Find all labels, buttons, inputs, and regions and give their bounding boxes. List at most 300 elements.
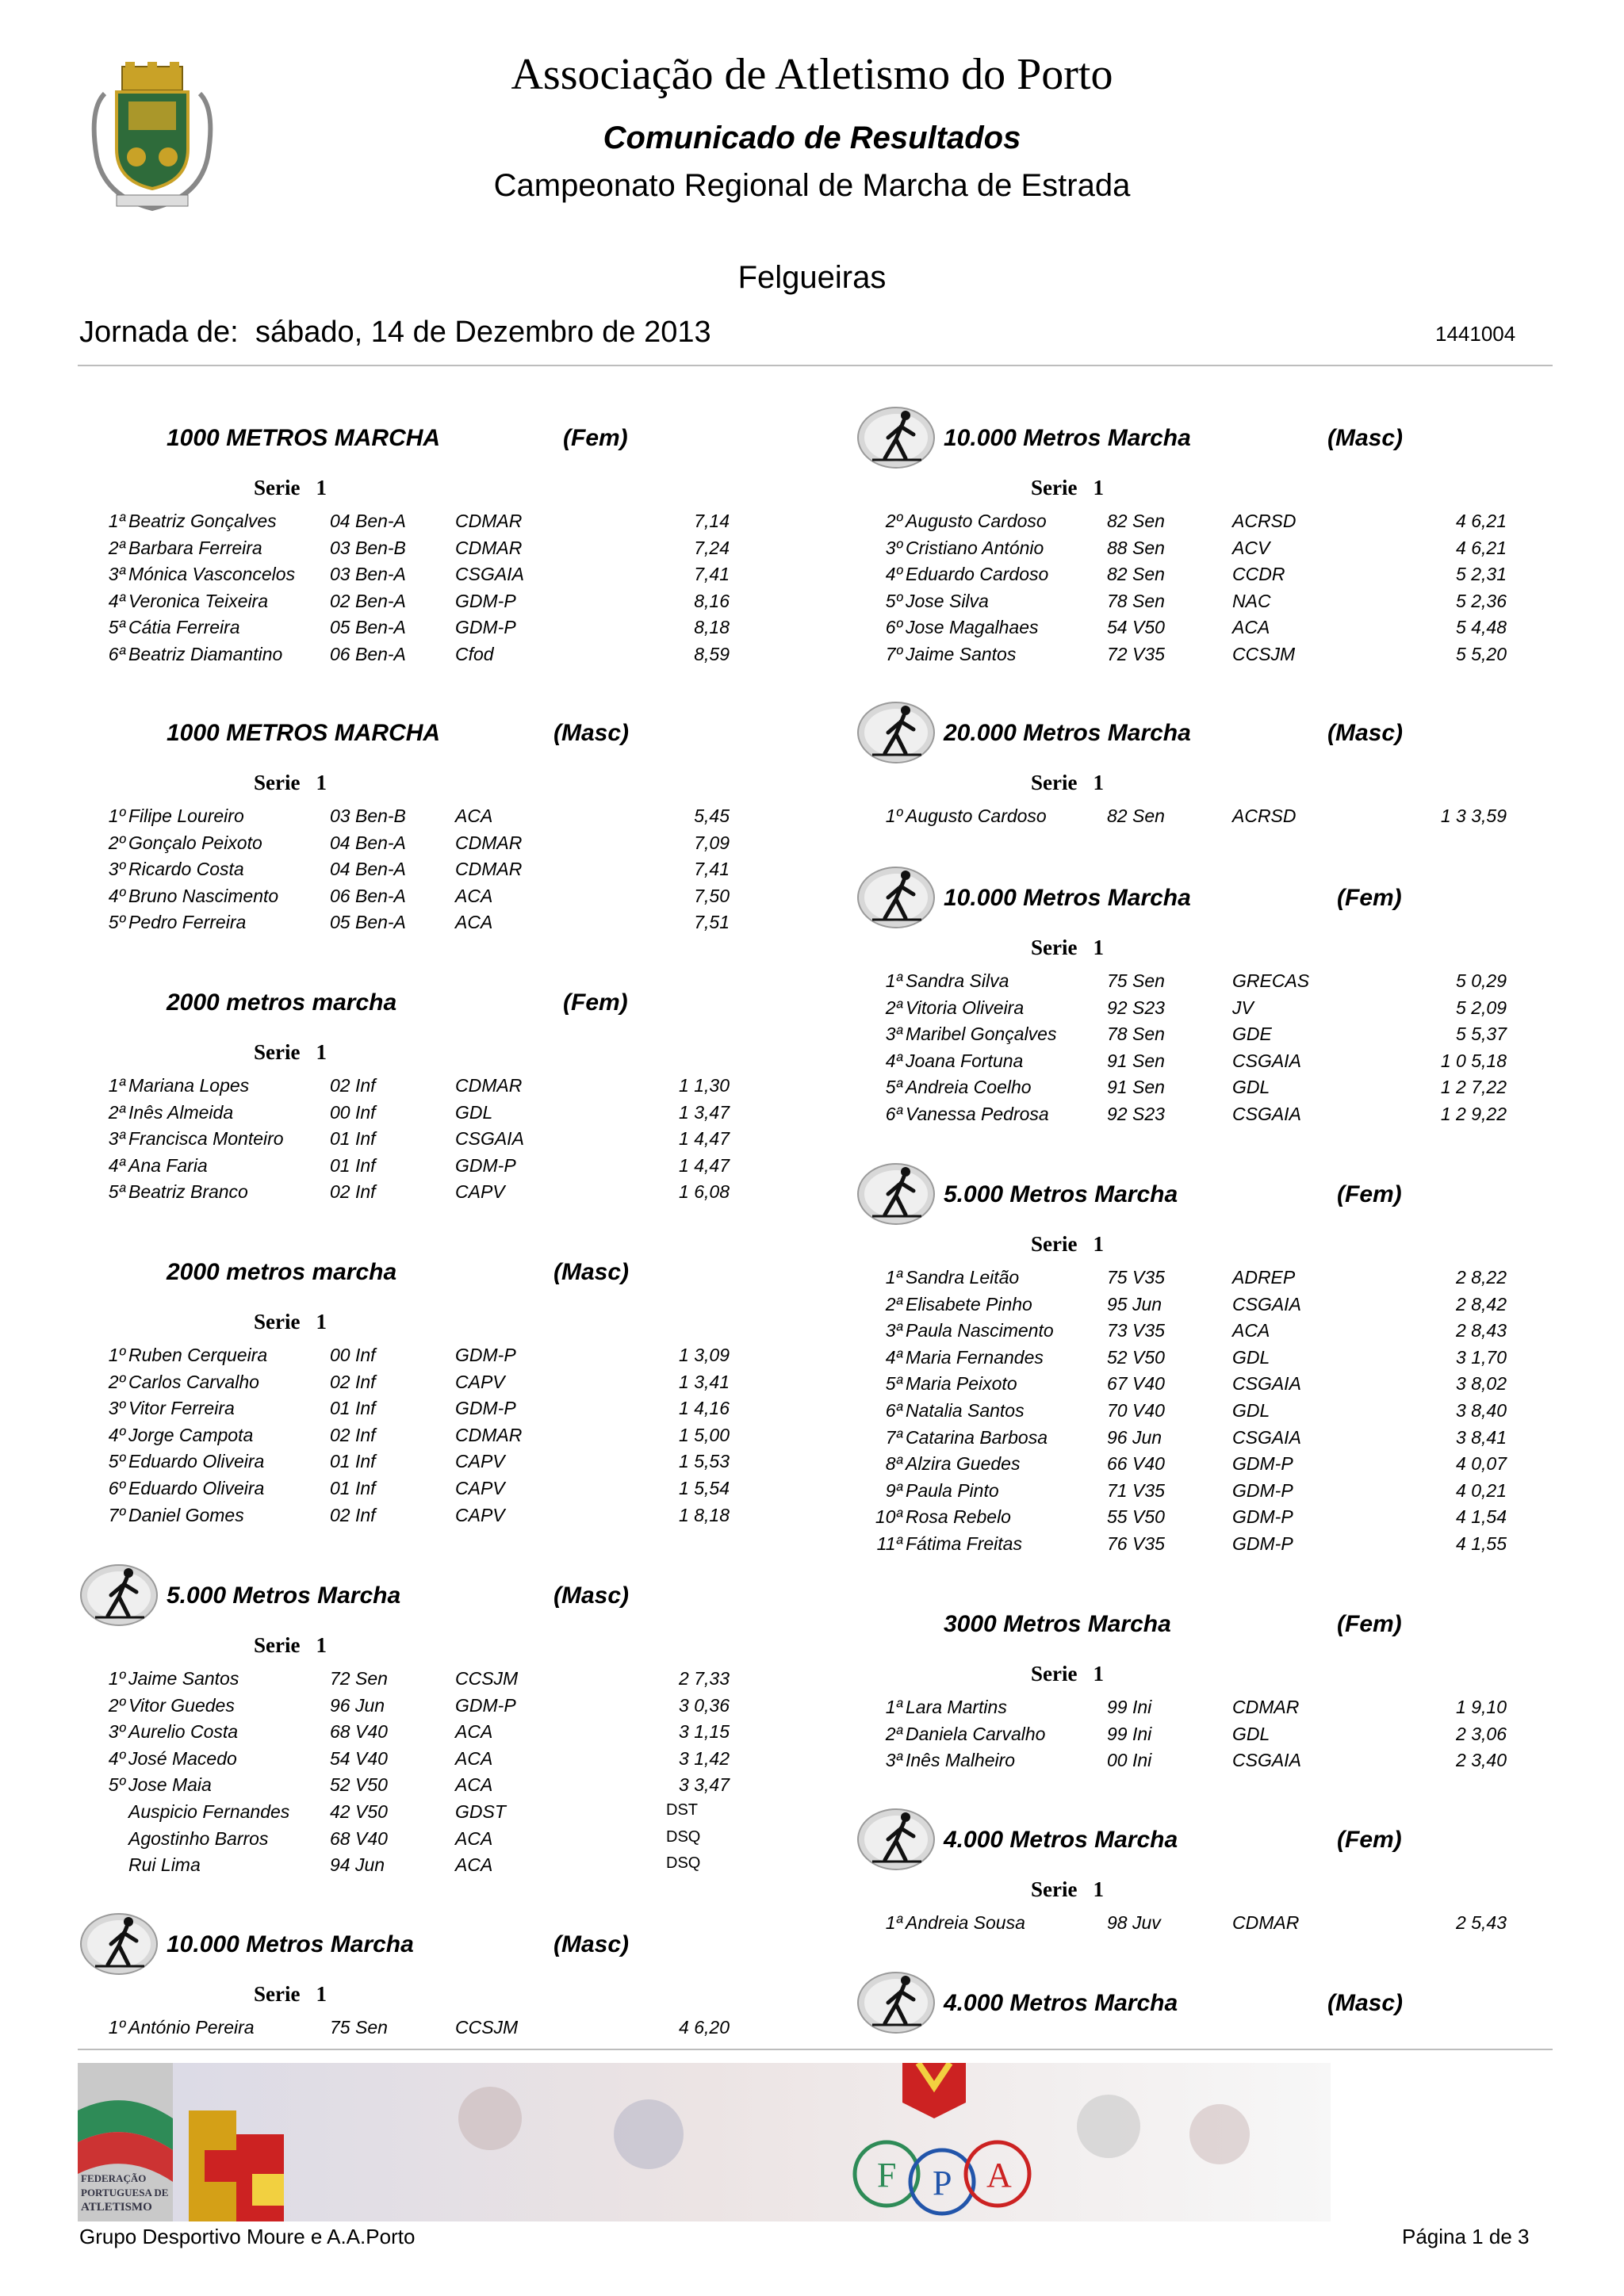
footer-banner [78, 2063, 1331, 2221]
event-gender: (Fem) [563, 425, 628, 451]
result-position: 2º [108, 1371, 125, 1392]
athlete-club: ACA [455, 1721, 493, 1743]
event-location: Felgueiras [737, 260, 887, 295]
result-time: 5 2,31 [1456, 564, 1507, 585]
result-time: 4 0,21 [1456, 1479, 1507, 1501]
serie-text: Serie [254, 1633, 301, 1657]
event-title: 4.000 Metros Marcha [944, 1827, 1178, 1853]
event-gender: (Masc) [1327, 720, 1404, 746]
result-time: 1 9,10 [1456, 1697, 1507, 1717]
result-time: 3 1,42 [679, 1747, 730, 1769]
athlete-name: Auspicio Fernandes [128, 1801, 290, 1822]
athlete-year-category: 00 Ini [1107, 1750, 1152, 1771]
result-position: 3º [885, 537, 902, 558]
result-position: 4ª [108, 1154, 125, 1176]
result-position: 1º [108, 2017, 125, 2038]
athlete-name: Maribel Gonçalves [906, 1024, 1057, 1045]
athlete-year-category: 76 V35 [1107, 1533, 1165, 1554]
result-position: 3º [108, 1398, 125, 1419]
serie-text: Serie [1031, 1662, 1078, 1686]
athlete-club: ACA [1232, 617, 1270, 638]
athlete-name: Maria Fernandes [906, 1346, 1044, 1368]
serie-number: 1 [316, 1633, 327, 1657]
athlete-name: Jaime Santos [128, 1668, 239, 1689]
athlete-name: Lara Martins [906, 1697, 1007, 1717]
athlete-club: GDM-P [455, 1154, 516, 1176]
serie-number: 1 [316, 1040, 327, 1064]
athlete-year-category: 68 V40 [330, 1721, 388, 1743]
result-position: 7º [885, 644, 902, 664]
athlete-name: Barbara Ferreira [128, 537, 262, 558]
result-position: 3ª [885, 1750, 902, 1771]
championship-name: Campeonato Regional de Marcha de Estrada [493, 168, 1131, 203]
result-time: 1 2 9,22 [1440, 1104, 1507, 1124]
result-time: 3 8,41 [1456, 1426, 1507, 1448]
serie-number: 1 [1093, 771, 1104, 794]
result-position: 6ª [885, 1400, 902, 1421]
athlete-name: Sandra Silva [906, 970, 1009, 991]
athlete-club: GDM-P [455, 1694, 516, 1716]
serie-label [1031, 771, 1104, 795]
athlete-club: CCDR [1232, 564, 1285, 585]
athlete-year-category: 00 Inf [330, 1345, 376, 1365]
result-time: 1 8,18 [679, 1504, 730, 1525]
result-time: 1 5,54 [679, 1478, 730, 1498]
athlete-club: CSGAIA [455, 1128, 524, 1150]
athlete-name: Natalia Santos [906, 1400, 1025, 1421]
athlete-club: ACA [1232, 1320, 1270, 1341]
athlete-name: Beatriz Gonçalves [128, 511, 277, 531]
result-position: 9ª [885, 1479, 902, 1501]
serie-label [254, 476, 327, 500]
result-position: 3ª [885, 1320, 902, 1341]
result-time: 7,14 [694, 511, 730, 531]
athlete-name: Augusto Cardoso [906, 511, 1047, 531]
result-time: 4 6,21 [1456, 511, 1507, 531]
athlete-year-category: 98 Juv [1107, 1912, 1161, 1933]
athlete-year-category: 02 Inf [330, 1371, 376, 1392]
serie-number: 1 [1093, 476, 1104, 499]
athlete-club: CSGAIA [1232, 1373, 1301, 1395]
event-gender: (Fem) [1337, 885, 1402, 911]
result-position: 5ª [885, 1373, 902, 1395]
result-time: 3 8,02 [1456, 1373, 1507, 1395]
result-position: 10ª [875, 1506, 902, 1528]
athlete-club: ACA [455, 1854, 493, 1876]
athlete-name: Daniel Gomes [128, 1504, 244, 1525]
race-walker-icon [856, 863, 936, 931]
athlete-name: Jose Silva [906, 590, 989, 611]
athlete-year-category: 55 V50 [1107, 1506, 1165, 1528]
event-title: 4.000 Metros Marcha [944, 1990, 1178, 2016]
result-time: 5 2,36 [1456, 590, 1507, 611]
athlete-year-category: 05 Ben-A [330, 912, 406, 933]
athlete-name: Eduardo Oliveira [128, 1478, 265, 1498]
serie-label [1031, 476, 1104, 500]
athlete-club: CSGAIA [1232, 1293, 1301, 1314]
athlete-club: CSGAIA [455, 564, 524, 585]
result-time: 5,45 [694, 806, 730, 826]
athlete-club: CAPV [455, 1371, 505, 1392]
athlete-name: Vitor Ferreira [128, 1398, 235, 1419]
result-position: 5ª [108, 617, 125, 638]
athlete-name: Jorge Campota [128, 1424, 254, 1445]
athlete-year-category: 02 Inf [330, 1181, 376, 1203]
result-position: 1ª [885, 1697, 902, 1717]
result-time: 3 1,70 [1456, 1346, 1507, 1368]
page-number: Página 1 de 3 [1402, 2225, 1530, 2248]
result-time: 1 6,08 [679, 1181, 730, 1203]
result-time: 7,51 [694, 912, 730, 933]
athlete-name: Alzira Guedes [906, 1453, 1021, 1475]
athlete-club: CAPV [455, 1181, 505, 1203]
athlete-club: CSGAIA [1232, 1426, 1301, 1448]
result-position: 4º [108, 1424, 125, 1445]
athlete-year-category: 99 Ini [1107, 1723, 1152, 1744]
result-time: 4 0,07 [1456, 1453, 1507, 1475]
serie-label [1031, 1232, 1104, 1257]
serie-label [254, 1982, 327, 2007]
result-time: 3 1,15 [679, 1721, 730, 1743]
result-position: 5º [108, 1451, 125, 1472]
serie-label [254, 1040, 327, 1065]
athlete-name: Andreia Sousa [906, 1912, 1025, 1933]
athlete-club: CDMAR [455, 1424, 523, 1445]
fpa-letter-f: F [877, 2156, 897, 2195]
athlete-club: CDMAR [1232, 1697, 1300, 1717]
athlete-club: GDM-P [455, 590, 516, 611]
athlete-year-category: 03 Ben-B [330, 537, 406, 558]
result-time: 1 3,41 [679, 1371, 730, 1392]
result-position: 2ª [885, 1293, 902, 1314]
serie-number: 1 [1093, 1877, 1104, 1901]
result-time: 2 8,42 [1456, 1293, 1507, 1314]
result-time: 5 2,09 [1456, 997, 1507, 1018]
result-position: 3ª [108, 1128, 125, 1150]
result-position: 8ª [885, 1453, 902, 1475]
event-title: 2000 metros marcha [167, 989, 397, 1016]
result-position: 6ª [885, 1104, 902, 1124]
result-time: 7,41 [694, 564, 730, 585]
athlete-club: JV [1232, 997, 1254, 1018]
result-position: 5º [108, 1774, 125, 1796]
result-position: 2º [885, 511, 902, 531]
athlete-club: CDMAR [455, 859, 523, 880]
result-status: DST [666, 1801, 698, 1819]
athlete-year-category: 01 Inf [330, 1478, 376, 1498]
race-walker-icon [856, 1804, 936, 1873]
athlete-name: Ricardo Costa [128, 859, 244, 880]
athlete-name: Gonçalo Peixoto [128, 832, 262, 853]
header-divider [78, 365, 1553, 366]
athlete-name: Andreia Coelho [906, 1077, 1032, 1098]
jornada-label: Jornada de: [79, 316, 239, 349]
athlete-club: ACRSD [1232, 806, 1297, 826]
athlete-name: Veronica Teixeira [128, 590, 269, 611]
result-position: 4ª [885, 1050, 902, 1071]
event-gender: (Masc) [553, 1582, 630, 1609]
athlete-year-category: 75 Sen [330, 2017, 388, 2038]
athlete-name: Ana Faria [128, 1154, 208, 1176]
serie-number: 1 [316, 771, 327, 794]
result-position: 3ª [108, 564, 125, 585]
race-walker-icon [856, 1968, 936, 2036]
serie-label [254, 771, 327, 795]
athlete-club: CDMAR [1232, 1912, 1300, 1933]
athlete-year-category: 91 Sen [1107, 1077, 1165, 1098]
serie-text: Serie [1031, 771, 1078, 794]
athlete-year-category: 02 Inf [330, 1504, 376, 1525]
athlete-name: Mariana Lopes [128, 1075, 250, 1096]
result-time: 2 3,06 [1456, 1723, 1507, 1744]
race-walker-icon [79, 1560, 159, 1628]
athlete-club: ACA [455, 1747, 493, 1769]
result-time: 5 4,48 [1456, 617, 1507, 638]
event-gender: (Masc) [553, 1259, 630, 1285]
result-time: 2 3,40 [1456, 1750, 1507, 1771]
event-gender: (Fem) [563, 989, 628, 1016]
athlete-name: Cristiano António [906, 537, 1044, 558]
athlete-year-category: 78 Sen [1107, 590, 1165, 611]
result-time: 8,16 [694, 590, 730, 611]
result-time: 4 1,54 [1456, 1506, 1507, 1528]
athlete-club: CCSJM [455, 1668, 519, 1689]
result-position: 2ª [108, 1101, 125, 1123]
athlete-name: Catarina Barbosa [906, 1426, 1048, 1448]
athlete-year-category: 82 Sen [1107, 511, 1165, 531]
result-position: 4º [108, 885, 125, 906]
athlete-club: CDMAR [455, 832, 523, 853]
result-position: 1ª [885, 1267, 902, 1288]
event-gender: (Masc) [1327, 425, 1404, 451]
event-gender: (Fem) [1337, 1611, 1402, 1637]
athlete-name: Cátia Ferreira [128, 617, 240, 638]
result-time: 7,24 [694, 537, 730, 558]
result-position: 1ª [108, 1075, 125, 1096]
athlete-club: GDM-P [1232, 1506, 1293, 1528]
result-time: 1 5,00 [679, 1424, 730, 1445]
athlete-club: GDM-P [1232, 1479, 1293, 1501]
athlete-club: GDM-P [455, 1398, 516, 1419]
athlete-year-category: 75 V35 [1107, 1267, 1165, 1288]
result-time: 8,59 [694, 644, 730, 664]
athlete-year-category: 92 S23 [1107, 1104, 1165, 1124]
athlete-club: GRECAS [1232, 970, 1310, 991]
serie-number: 1 [316, 1310, 327, 1334]
result-position: 1ª [108, 511, 125, 531]
athlete-year-category: 68 V40 [330, 1827, 388, 1849]
serie-number: 1 [316, 476, 327, 499]
result-time: 1 3,47 [679, 1101, 730, 1123]
result-position: 3º [108, 859, 125, 880]
result-time: 5 5,20 [1456, 644, 1507, 664]
result-position: 4ª [885, 1346, 902, 1368]
athlete-club: CDMAR [455, 511, 523, 531]
result-position: 1º [108, 1345, 125, 1365]
athlete-year-category: 04 Ben-A [330, 859, 406, 880]
fpa-letter-p: P [933, 2164, 952, 2202]
result-time: 2 8,22 [1456, 1267, 1507, 1288]
event-gender: (Fem) [1337, 1827, 1402, 1853]
result-time: 2 8,43 [1456, 1320, 1507, 1341]
athlete-year-category: 96 Jun [1107, 1426, 1162, 1448]
athlete-year-category: 01 Inf [330, 1451, 376, 1472]
athlete-year-category: 02 Inf [330, 1424, 376, 1445]
athlete-year-category: 04 Ben-A [330, 832, 406, 853]
athlete-name: Eduardo Oliveira [128, 1451, 265, 1472]
result-position: 1ª [885, 1912, 902, 1933]
organization-title: Associação de Atletismo do Porto [511, 50, 1113, 99]
athlete-year-category: 03 Ben-A [330, 564, 406, 585]
result-position: 3ª [885, 1024, 902, 1045]
result-time: 1 3,09 [679, 1345, 730, 1365]
athlete-club: CSGAIA [1232, 1750, 1301, 1771]
result-time: 1 4,47 [679, 1128, 730, 1150]
athlete-name: Daniela Carvalho [906, 1723, 1046, 1744]
athlete-club: GDL [1232, 1400, 1270, 1421]
athlete-name: Pedro Ferreira [128, 912, 247, 933]
result-position: 6º [108, 1478, 125, 1498]
athlete-club: CAPV [455, 1478, 505, 1498]
serie-label [1031, 1662, 1104, 1686]
serie-label [1031, 936, 1104, 960]
athlete-name: Paula Nascimento [906, 1320, 1054, 1341]
athlete-year-category: 91 Sen [1107, 1050, 1165, 1071]
athlete-club: ACA [455, 1827, 493, 1849]
result-time: 4 1,55 [1456, 1533, 1507, 1554]
athlete-name: Rosa Rebelo [906, 1506, 1011, 1528]
athlete-name: Elisabete Pinho [906, 1293, 1032, 1314]
athlete-year-category: 92 S23 [1107, 997, 1165, 1018]
serie-text: Serie [1031, 1877, 1078, 1901]
athlete-year-category: 70 V40 [1107, 1400, 1165, 1421]
event-title: 10.000 Metros Marcha [944, 425, 1191, 451]
athlete-year-category: 01 Inf [330, 1154, 376, 1176]
athlete-name: Maria Peixoto [906, 1373, 1017, 1395]
athlete-club: GDE [1232, 1024, 1272, 1045]
athlete-club: CAPV [455, 1451, 505, 1472]
athlete-year-category: 78 Sen [1107, 1024, 1165, 1045]
athlete-name: Vitor Guedes [128, 1694, 235, 1716]
athlete-club: ACV [1232, 537, 1270, 558]
athlete-club: CDMAR [455, 537, 523, 558]
athlete-year-category: 02 Inf [330, 1075, 376, 1096]
result-time: 4 6,20 [679, 2017, 730, 2038]
athlete-club: GDL [1232, 1723, 1270, 1744]
athlete-year-category: 94 Jun [330, 1854, 385, 1876]
athlete-name: Jose Magalhaes [906, 617, 1039, 638]
result-position: 2ª [885, 997, 902, 1018]
race-walker-icon [856, 1159, 936, 1227]
athlete-club: ACA [455, 885, 493, 906]
athlete-club: GDL [1232, 1077, 1270, 1098]
athlete-club: ADREP [1232, 1267, 1296, 1288]
result-time: 1 4,16 [679, 1398, 730, 1419]
result-position: 5ª [108, 1181, 125, 1203]
result-position: 4º [108, 1747, 125, 1769]
document-code: 1441004 [1435, 322, 1516, 346]
event-title: 10.000 Metros Marcha [167, 1931, 414, 1957]
athlete-year-category: 06 Ben-A [330, 644, 406, 664]
athlete-club: GDST [455, 1801, 506, 1822]
serie-text: Serie [254, 1310, 301, 1334]
serie-text: Serie [1031, 936, 1078, 959]
athlete-year-category: 02 Ben-A [330, 590, 406, 611]
athlete-name: António Pereira [128, 2017, 255, 2038]
event-gender: (Masc) [1327, 1990, 1404, 2016]
athlete-name: Fátima Freitas [906, 1533, 1022, 1554]
serie-number: 1 [1093, 936, 1104, 959]
event-title: 5.000 Metros Marcha [167, 1582, 401, 1609]
event-title: 20.000 Metros Marcha [944, 720, 1191, 746]
result-time: 4 6,21 [1456, 537, 1507, 558]
athlete-year-category: 67 V40 [1107, 1373, 1165, 1395]
athlete-name: Jaime Santos [906, 644, 1017, 664]
athlete-name: Joana Fortuna [906, 1050, 1024, 1071]
serie-label [254, 1310, 327, 1334]
result-position: 1º [108, 1668, 125, 1689]
athlete-club: GDL [455, 1101, 493, 1123]
result-time: 1 0 5,18 [1440, 1050, 1507, 1071]
event-title: 3000 Metros Marcha [944, 1611, 1171, 1637]
event-gender: (Fem) [1337, 1181, 1402, 1207]
result-time: 7,50 [694, 885, 730, 906]
athlete-year-category: 71 V35 [1107, 1479, 1165, 1501]
athlete-year-category: 52 V50 [1107, 1346, 1165, 1368]
athlete-year-category: 66 V40 [1107, 1453, 1165, 1475]
result-status: DSQ [666, 1854, 701, 1873]
event-gender: (Masc) [553, 720, 630, 746]
event-title: 1000 METROS MARCHA [167, 425, 441, 451]
athlete-year-category: 54 V50 [1107, 617, 1165, 638]
serie-text: Serie [254, 1982, 301, 2006]
banner-text-1: FEDERAÇÃO [81, 2172, 147, 2184]
result-position: 4ª [108, 590, 125, 611]
result-time: 8,18 [694, 617, 730, 638]
serie-text: Serie [254, 1040, 301, 1064]
athlete-club: GDM-P [455, 617, 516, 638]
banner-text-3: ATLETISMO [81, 2201, 152, 2214]
result-position: 4º [885, 564, 902, 585]
athlete-year-category: 82 Sen [1107, 564, 1165, 585]
athlete-year-category: 73 V35 [1107, 1320, 1165, 1341]
athlete-club: GDM-P [1232, 1533, 1293, 1554]
result-time: 7,41 [694, 859, 730, 880]
result-position: 5º [885, 590, 902, 611]
footer-organizer: Grupo Desportivo Moure e A.A.Porto [79, 2225, 416, 2248]
athlete-year-category: 00 Inf [330, 1101, 376, 1123]
result-position: 1º [108, 806, 125, 826]
athlete-year-category: 04 Ben-A [330, 511, 406, 531]
athlete-year-category: 72 V35 [1107, 644, 1165, 664]
athlete-name: Ruben Cerqueira [128, 1345, 268, 1365]
event-gender: (Masc) [553, 1931, 630, 1957]
athlete-club: Cfod [455, 644, 494, 664]
athlete-club: CSGAIA [1232, 1104, 1301, 1124]
athlete-year-category: 54 V40 [330, 1747, 388, 1769]
serie-text: Serie [1031, 1232, 1078, 1256]
athlete-club: ACRSD [1232, 511, 1297, 531]
athlete-name: Mónica Vasconcelos [128, 564, 296, 585]
result-position: 6ª [108, 644, 125, 664]
athlete-year-category: 75 Sen [1107, 970, 1165, 991]
athlete-name: Bruno Nascimento [128, 885, 279, 906]
athlete-club: CSGAIA [1232, 1050, 1301, 1071]
athlete-name: Carlos Carvalho [128, 1371, 259, 1392]
jornada-date: sábado, 14 de Dezembro de 2013 [255, 316, 711, 349]
athlete-club: CDMAR [455, 1075, 523, 1096]
result-time: 2 5,43 [1456, 1912, 1507, 1933]
